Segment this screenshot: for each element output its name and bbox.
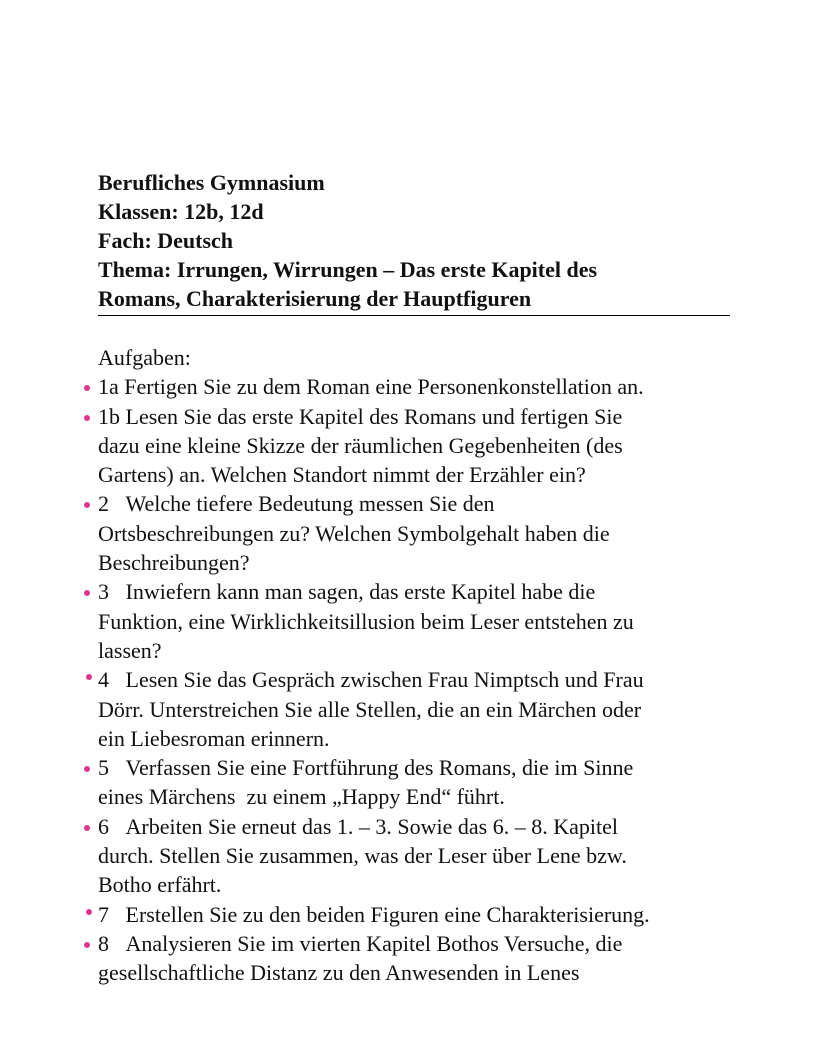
task-line: Dörr. Unterstreichen Sie alle Stellen, die an ein Märchen oder: [98, 696, 642, 722]
bullet-dot: [84, 942, 90, 948]
header-classes: Klassen: 12b, 12d: [98, 199, 264, 224]
document-header: [98, 168, 730, 316]
bullet-dot: [84, 415, 90, 421]
header-topic-line-2: Romans, Charakterisierung der Hauptfiguren: [98, 286, 532, 311]
task-item-7: [98, 900, 758, 929]
task-line: 5 Verfassen Sie eine Fortführung des Romans, die im Sinne: [98, 755, 634, 781]
header-topic-line-1: Thema: Irrungen, Wirrungen – Das erste Kapitel des: [98, 257, 598, 282]
task-item-3: [98, 577, 758, 665]
bullet-dot: [84, 502, 90, 508]
task-line: Ortsbeschreibungen zu? Welchen Symbolgehalt haben die: [98, 520, 610, 546]
task-line: Beschreibungen?: [98, 550, 250, 576]
tasks-section: [98, 343, 758, 988]
bullet-dot: [86, 674, 92, 680]
task-item-8: [98, 929, 758, 988]
header-school: Berufliches Gymnasium: [98, 170, 325, 195]
bullet-dot: [84, 766, 90, 772]
task-item-1a: [98, 372, 758, 401]
task-line: 7 Erstellen Sie zu den beiden Figuren eine Charakterisierung.: [98, 901, 650, 927]
task-item-1b: [98, 402, 758, 490]
task-line: gesellschaftliche Distanz zu den Anwesenden in Lenes: [98, 960, 580, 986]
task-line: ein Liebesroman erinnern.: [98, 725, 330, 751]
task-line: durch. Stellen Sie zusammen, was der Leser über Lene bzw.: [98, 843, 627, 869]
aufgaben-label: Aufgaben:: [98, 345, 191, 370]
task-line: lassen?: [98, 637, 162, 663]
task-item-2: [98, 489, 758, 577]
bullet-dot: [84, 385, 90, 391]
task-line: 1b Lesen Sie das erste Kapitel des Romans und fertigen Sie: [98, 403, 623, 429]
task-line: 1a Fertigen Sie zu dem Roman eine Personenkonstellation an.: [98, 374, 644, 400]
task-line: Gartens) an. Welchen Standort nimmt der Erzähler ein?: [98, 462, 586, 488]
task-item-5: [98, 753, 758, 812]
task-line: 4 Lesen Sie das Gespräch zwischen Frau Nimptsch und Frau: [98, 667, 644, 693]
bullet-dot: [84, 825, 90, 831]
task-line: dazu eine kleine Skizze der räumlichen Gegebenheiten (des: [98, 432, 623, 458]
task-line: 8 Analysieren Sie im vierten Kapitel Bothos Versuche, die: [98, 930, 623, 956]
task-line: 6 Arbeiten Sie erneut das 1. – 3. Sowie das 6. – 8. Kapitel: [98, 813, 618, 839]
task-line: 2 Welche tiefere Bedeutung messen Sie den: [98, 491, 495, 517]
task-item-6: [98, 812, 758, 900]
task-line: Botho erfährt.: [98, 872, 222, 898]
task-line: eines Märchens zu einem „Happy End“ führt.: [98, 784, 505, 810]
task-line: 3 Inwiefern kann man sagen, das erste Kapitel habe die: [98, 579, 596, 605]
bullet-dot: [86, 909, 92, 915]
bullet-dot: [84, 590, 90, 596]
task-line: Funktion, eine Wirklichkeitsillusion beim Leser entstehen zu: [98, 608, 634, 634]
task-item-4: [98, 665, 758, 753]
task-list: [98, 372, 758, 987]
header-subject: Fach: Deutsch: [98, 228, 234, 253]
